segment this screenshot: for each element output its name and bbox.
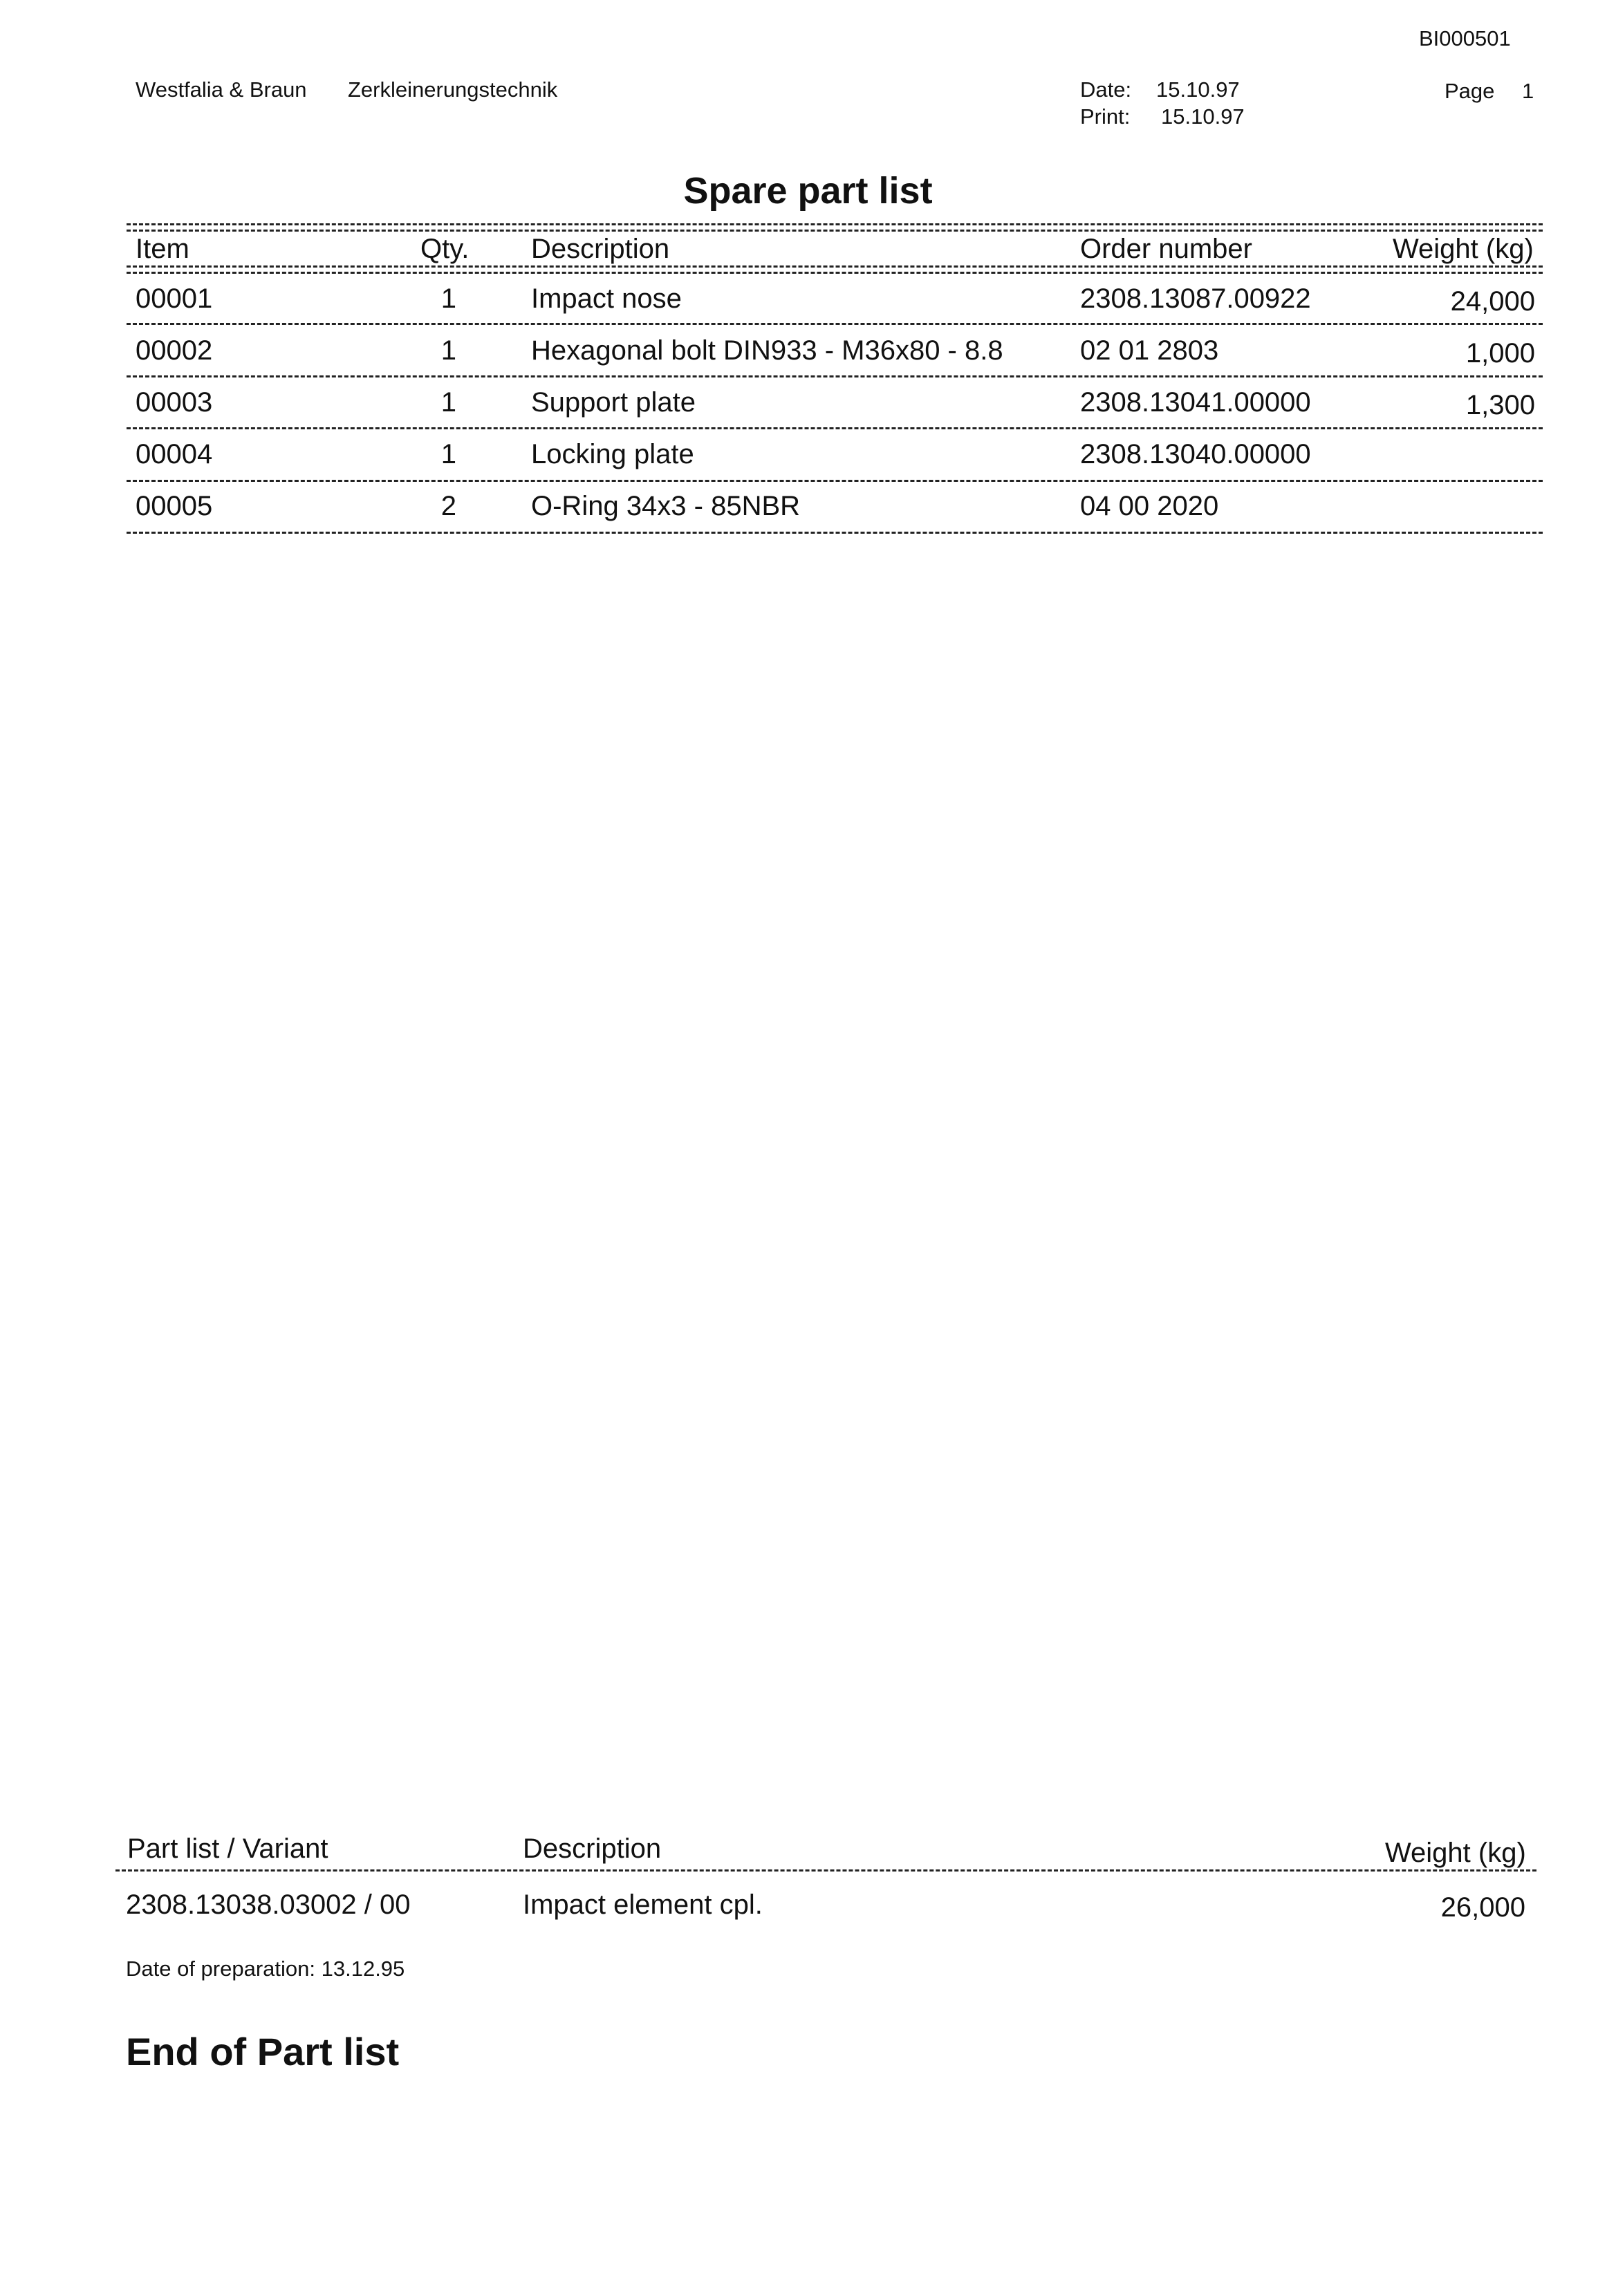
document-id: BI000501 (1419, 26, 1511, 50)
cell-description: Support plate (531, 387, 696, 418)
date-label: Date: (1080, 77, 1132, 102)
cell-item: 00005 (136, 491, 213, 521)
cell-weight: 1,300 (1465, 390, 1535, 420)
cell-description: Locking plate (531, 439, 694, 469)
column-header-item: Item (136, 234, 189, 264)
cell-item: 00004 (136, 439, 213, 469)
end-of-list-heading: End of Part list (126, 2030, 400, 2073)
department-name: Zerkleinerungstechnik (348, 77, 558, 102)
cell-qty: 1 (440, 283, 456, 314)
column-header-description: Description (531, 234, 670, 264)
cell-order-number: 04 00 2020 (1080, 491, 1219, 521)
column-header-weight: Weight (kg) (1393, 234, 1534, 264)
footer-header-description: Description (523, 1833, 662, 1864)
footer-header-part-list: Part list / Variant (127, 1833, 328, 1864)
date-value: 15.10.97 (1156, 77, 1240, 102)
footer-variant: 2308.13038.03002 / 00 (126, 1889, 411, 1920)
column-header-qty: Qty. (420, 234, 470, 264)
cell-order-number: 02 01 2803 (1080, 335, 1219, 366)
cell-qty: 1 (440, 439, 456, 469)
cell-item: 00002 (136, 335, 213, 366)
company-name: Westfalia & Braun (136, 77, 307, 102)
row-separator (127, 532, 1543, 534)
cell-item: 00003 (136, 387, 213, 418)
cell-order-number: 2308.13087.00922 (1080, 283, 1311, 314)
row-separator (127, 375, 1543, 377)
print-value: 15.10.97 (1161, 104, 1245, 129)
row-separator (127, 480, 1543, 482)
date-of-preparation: Date of preparation: 13.12.95 (126, 1957, 405, 1981)
cell-order-number: 2308.13041.00000 (1080, 387, 1311, 418)
cell-description: O-Ring 34x3 - 85NBR (531, 491, 801, 521)
footer-header-weight: Weight (kg) (1385, 1838, 1526, 1868)
cell-qty: 2 (440, 491, 456, 521)
page-title: Spare part list (683, 170, 933, 212)
header-bottom-rule (127, 265, 1543, 274)
cell-weight: 1,000 (1465, 338, 1535, 368)
cell-order-number: 2308.13040.00000 (1080, 439, 1311, 469)
print-label: Print: (1080, 104, 1131, 129)
cell-qty: 1 (440, 387, 456, 418)
cell-weight: 24,000 (1450, 286, 1535, 317)
footer-rule (115, 1869, 1536, 1872)
cell-description: Impact nose (531, 283, 682, 314)
footer-weight: 26,000 (1440, 1892, 1525, 1923)
footer-description: Impact element cpl. (523, 1889, 763, 1920)
page-number: 1 (1522, 79, 1534, 103)
cell-item: 00001 (136, 283, 213, 314)
cell-qty: 1 (440, 335, 456, 366)
row-separator (127, 323, 1543, 325)
row-separator (127, 427, 1543, 429)
page-label: Page (1445, 79, 1495, 103)
header-top-rule (127, 223, 1543, 232)
column-header-order-number: Order number (1080, 234, 1252, 264)
cell-description: Hexagonal bolt DIN933 - M36x80 - 8.8 (531, 335, 1003, 366)
